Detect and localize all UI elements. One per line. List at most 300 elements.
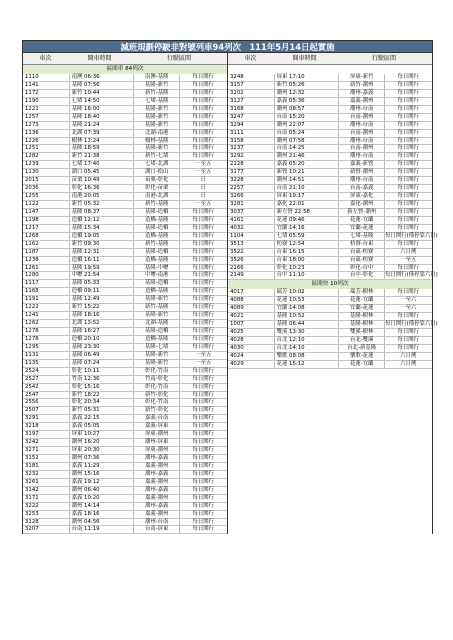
depart-time-cell: 基隆 18:40 xyxy=(70,114,134,121)
right-blank-sub-header xyxy=(228,65,432,74)
train-number-cell: 2556 xyxy=(23,399,70,406)
train-number-cell: 3207 xyxy=(23,526,70,533)
depart-time-cell: 七堵 17:40 xyxy=(70,161,134,168)
section-cell xyxy=(339,217,432,224)
depart-time-cell: 潮州 04:56 xyxy=(70,519,134,526)
depart-time-cell: 基隆 21:24 xyxy=(70,122,134,129)
route-text: 台南-嘉義 xyxy=(339,185,385,192)
operation-text: 每日開行 xyxy=(192,74,215,80)
route-text: 基隆-新竹 xyxy=(134,82,180,89)
table-row xyxy=(23,495,227,503)
section-cell xyxy=(134,280,227,287)
train-number-cell: 3171 xyxy=(23,495,70,502)
train-number-cell: 3232 xyxy=(23,471,70,478)
train-number-cell: 1262 xyxy=(23,320,70,327)
train-number-cell: 2542 xyxy=(23,384,70,391)
table-row xyxy=(228,98,432,106)
depart-time-cell: 屏東 19:17 xyxy=(275,193,339,200)
operation-text: 每日開行 xyxy=(192,423,215,430)
depart-time-cell: 潮州 16:20 xyxy=(70,439,134,446)
depart-time-cell: 新營 10:21 xyxy=(275,169,339,176)
route-text: 新竹-基隆 xyxy=(134,90,180,97)
depart-time-cell: 新竹 09:30 xyxy=(70,241,134,248)
route-text: 嘉義-台南 xyxy=(134,415,180,422)
train-number-cell: 1130 xyxy=(23,169,70,176)
section-cell xyxy=(339,329,432,336)
route-text: 新竹-彰化 xyxy=(134,392,180,399)
depart-time-cell: 台南 21:10 xyxy=(275,185,339,192)
table-row xyxy=(23,360,227,368)
operation-text: 每日開行 xyxy=(192,208,215,215)
route-text: 潮州-嘉義 xyxy=(134,455,180,462)
operation-text: 每日開行 xyxy=(192,462,215,469)
section-cell xyxy=(339,249,432,256)
table-row xyxy=(23,90,227,98)
train-number-cell: 3242 xyxy=(23,439,70,446)
operation-text: 每日開行 xyxy=(397,337,420,343)
table-row xyxy=(228,82,432,90)
table-row xyxy=(228,225,432,233)
table-row xyxy=(228,361,432,369)
train-number-cell: 1222 xyxy=(23,304,70,311)
section-cell xyxy=(134,106,227,113)
route-text: 彰化-竹南 xyxy=(134,368,180,375)
train-number-cell: 1190 xyxy=(23,98,70,105)
depart-time-cell: 南港 20:05 xyxy=(70,193,134,200)
depart-time-cell: 潮州 21:46 xyxy=(275,153,339,160)
depart-time-cell: 基隆 10:52 xyxy=(275,313,339,320)
depart-time-cell: 台南 15:20 xyxy=(275,114,339,121)
route-text: 宜蘭-花蓮 xyxy=(339,305,385,312)
operation-text: 一至六 xyxy=(400,305,417,312)
table-row xyxy=(228,122,432,130)
train-number-cell: 3513 xyxy=(228,241,275,248)
route-text: 基隆-造橋 xyxy=(134,328,180,335)
left-sub-header: 區間車 84列次 xyxy=(23,65,227,74)
depart-time-cell: 新左營 22:58 xyxy=(275,209,339,216)
depart-time-cell: 基隆 18:59 xyxy=(70,145,134,152)
train-number-cell: 3247 xyxy=(228,114,275,121)
depart-time-cell: 基隆 08:37 xyxy=(70,209,134,216)
route-text: 潮州-台南 xyxy=(339,138,385,145)
operation-text: 每日開行 xyxy=(192,391,215,398)
depart-time-cell: 基隆 05:33 xyxy=(70,280,134,287)
section-cell xyxy=(339,313,432,320)
train-number-cell: 1135 xyxy=(23,360,70,367)
train-number-cell: 3281 xyxy=(228,201,275,208)
table-row xyxy=(23,114,227,122)
section-cell xyxy=(339,74,432,81)
train-number-cell: 4030 xyxy=(228,345,275,352)
train-number-cell: 3197 xyxy=(23,431,70,438)
operation-text: 每日開行 xyxy=(192,240,215,247)
depart-time-cell: 台北 14:10 xyxy=(275,345,339,352)
train-number-cell: 1168 xyxy=(23,288,70,295)
depart-time-cell: 台北 12:10 xyxy=(275,337,339,344)
table-row xyxy=(23,201,227,209)
route-text: 基隆-七堵 xyxy=(134,344,180,351)
train-number-cell: 4088 xyxy=(228,297,275,304)
operation-text: 每日開行 xyxy=(192,415,215,422)
operation-text: 每日開行 xyxy=(397,240,420,247)
route-text: 基隆-造橋 xyxy=(134,209,180,216)
depart-time-cell: 潮州 14:51 xyxy=(275,177,339,184)
section-cell xyxy=(134,415,227,422)
depart-time-cell: 潮州 06:40 xyxy=(70,487,134,494)
train-number-cell: 3261 xyxy=(23,479,70,486)
depart-time-cell: 彰化 10:11 xyxy=(70,368,134,375)
train-number-cell: 3237 xyxy=(228,145,275,152)
table-row xyxy=(23,328,227,336)
operation-text: 每日開行 xyxy=(192,526,215,533)
train-number-cell: 3266 xyxy=(228,193,275,200)
table-row xyxy=(23,193,227,201)
operation-text: 每日開行 xyxy=(397,201,420,207)
route-text: 屏東-潮州 xyxy=(134,447,180,454)
route-text: 新竹-基隆 xyxy=(134,201,180,208)
table-row xyxy=(23,368,227,376)
train-number-cell: 1261 xyxy=(23,265,70,272)
route-text: 基隆-造橋 xyxy=(134,280,180,287)
table-row xyxy=(23,296,227,304)
operation-text: 每日開行 xyxy=(192,216,215,223)
route-text: 南港-北湖 xyxy=(134,193,180,200)
operation-text: 每日開行 xyxy=(397,169,420,176)
train-number-cell: 2524 xyxy=(23,368,70,375)
table-row xyxy=(23,169,227,177)
train-number-cell: 3128 xyxy=(23,519,70,526)
operation-text: 每日開行 xyxy=(192,518,215,525)
table-row xyxy=(23,423,227,431)
table-row xyxy=(228,130,432,138)
depart-time-cell: 潮州 14:14 xyxy=(70,503,134,510)
section-cell xyxy=(134,503,227,510)
operation-text: 每日開行 xyxy=(192,129,215,136)
depart-time-cell: 台中 11:10 xyxy=(275,272,339,279)
section-cell xyxy=(134,265,227,272)
table-row xyxy=(228,313,432,321)
table-row xyxy=(228,345,432,353)
route-text: 台東-枋寮 xyxy=(339,257,385,264)
section-cell xyxy=(134,519,227,526)
depart-time-cell: 基隆 07:24 xyxy=(70,360,134,367)
depart-time-cell: 造橋 09:11 xyxy=(70,288,134,295)
train-number-cell: 3522 xyxy=(228,249,275,256)
route-text: 潮州-台南 xyxy=(339,122,385,129)
depart-time-cell: 宜蘭 14:08 xyxy=(275,305,339,312)
train-number-cell: 3218 xyxy=(23,423,70,430)
operation-text: 每日開行 xyxy=(192,455,215,461)
section-cell xyxy=(134,352,227,359)
table-row xyxy=(23,431,227,439)
table-row xyxy=(228,201,432,209)
depart-time-cell: 基隆 23:30 xyxy=(70,344,134,351)
section-cell xyxy=(134,296,227,303)
depart-time-cell: 新竹 18:22 xyxy=(70,392,134,399)
depart-time-cell: 台南 05:24 xyxy=(275,130,339,137)
train-number-cell: 1238 xyxy=(23,257,70,264)
section-cell xyxy=(134,130,227,137)
operation-text: 每日開行 xyxy=(397,289,420,296)
route-text: 基隆-新竹 xyxy=(134,296,180,303)
section-cell xyxy=(134,74,227,81)
train-number-cell: 4089 xyxy=(228,305,275,312)
train-number-cell: 4029 xyxy=(228,361,275,368)
operation-text: 每日開行 xyxy=(192,248,215,255)
section-cell xyxy=(134,225,227,232)
table-row xyxy=(23,352,227,360)
operation-text: 六日例 xyxy=(400,360,417,367)
route-text: 新營-潮州 xyxy=(339,169,385,176)
section-cell xyxy=(339,130,432,137)
section-cell xyxy=(134,169,227,176)
section-cell xyxy=(134,90,227,97)
depart-time-cell: 屏東 20:30 xyxy=(70,447,134,454)
section-cell xyxy=(339,265,432,272)
route-text: 潮州-屏東 xyxy=(134,439,180,446)
table-row xyxy=(228,257,432,265)
table-row xyxy=(23,471,227,479)
operation-text: 每日開行 xyxy=(397,344,420,351)
depart-time-cell: 潮州 15:16 xyxy=(70,471,134,478)
depart-time-cell: 花蓮 15:12 xyxy=(275,361,339,368)
depart-time-cell: 基隆 16:27 xyxy=(70,328,134,335)
train-number-cell: 3111 xyxy=(228,130,275,137)
operation-text: 每日開行 xyxy=(397,145,420,152)
table-row xyxy=(23,74,227,82)
section-cell xyxy=(134,304,227,311)
section-cell xyxy=(134,217,227,224)
section-cell xyxy=(134,201,227,208)
train-number-cell: 2128 xyxy=(228,161,275,168)
operation-text: 每日開行 xyxy=(192,486,215,493)
route-text: 花蓮-宜蘭 xyxy=(339,361,385,368)
operation-text: 每日開行 xyxy=(397,329,420,336)
depart-time-cell: 屏東 17:10 xyxy=(275,74,339,81)
table-row xyxy=(23,376,227,384)
section-cell xyxy=(134,233,227,240)
operation-text: 每日開行 xyxy=(397,89,420,96)
operation-text: 日 xyxy=(200,193,206,200)
section-cell xyxy=(339,201,432,208)
train-number-cell: 1255 xyxy=(23,193,70,200)
depart-time-cell: 嘉義 18:16 xyxy=(70,511,134,518)
route-text: 花蓮-宜蘭 xyxy=(339,217,385,224)
train-number-cell: 4021 xyxy=(228,313,275,320)
train-number-cell: 2036 xyxy=(23,185,70,192)
section-cell xyxy=(134,407,227,414)
operation-text: 每日開行 xyxy=(397,208,420,215)
table-row xyxy=(23,479,227,487)
train-number-cell: 3157 xyxy=(228,82,275,89)
route-text: 苗栗-彰化 xyxy=(134,177,180,184)
table-row xyxy=(228,329,432,337)
train-number-cell: 3127 xyxy=(228,98,275,105)
table-row xyxy=(228,90,432,98)
train-number-cell: 4025 xyxy=(228,329,275,336)
section-cell xyxy=(134,526,227,533)
operation-text: 每日開行 xyxy=(192,89,215,96)
right-sub-header: 區間快 10列次 xyxy=(228,280,432,289)
train-number-cell: 2149 xyxy=(228,272,275,279)
route-text: 基隆-中壢 xyxy=(134,265,180,272)
operation-text: 每日開行 xyxy=(397,97,420,104)
operation-text: 每日開行 xyxy=(192,81,215,88)
operation-text: 每日開行 xyxy=(397,313,420,320)
section-cell xyxy=(339,241,432,248)
right-table-body xyxy=(228,74,438,369)
table-row xyxy=(23,233,227,241)
depart-time-cell: 基隆 06:44 xyxy=(275,321,339,328)
route-text: 基隆-新竹 xyxy=(134,145,180,152)
left-header-row xyxy=(23,53,227,65)
operation-text: 每日開行 xyxy=(192,502,215,509)
operation-text: 每日開行 xyxy=(192,256,215,263)
operation-text: 每日開行 xyxy=(192,272,215,279)
operation-text: 每日開行 xyxy=(397,264,420,271)
left-table xyxy=(22,53,228,534)
depart-time-cell: 嘉義 22:15 xyxy=(70,415,134,422)
train-number-cell: 3228 xyxy=(228,177,275,184)
depart-time-cell: 彰化 10:23 xyxy=(275,265,339,272)
route-text: 雙溪-樹林 xyxy=(339,329,385,336)
train-number-cell: 1257 xyxy=(23,114,70,121)
train-number-cell: 1187 xyxy=(23,249,70,256)
table-row xyxy=(228,337,432,345)
operation-text: 每日開行 xyxy=(192,510,215,517)
train-number-cell: 3253 xyxy=(23,511,70,518)
route-text: 潮州-台南 xyxy=(339,177,385,184)
section-cell xyxy=(134,193,227,200)
section-cell xyxy=(339,209,432,216)
section-cell xyxy=(134,447,227,454)
operation-text: 每日開行 xyxy=(192,399,215,406)
section-cell xyxy=(134,209,227,216)
table-row xyxy=(228,193,432,201)
depart-time-cell: 造橋 19:05 xyxy=(70,233,134,240)
depart-time-cell: 屏東 10:27 xyxy=(70,431,134,438)
route-text: 台南-潮州 xyxy=(339,130,385,137)
table-row xyxy=(228,321,438,329)
schedule-sheet xyxy=(22,40,438,534)
depart-time-cell: 七堵 14:50 xyxy=(70,98,134,105)
table-row xyxy=(23,336,227,344)
route-text: 基隆-新竹 xyxy=(134,360,180,367)
route-text: 嘉義-潮州 xyxy=(134,463,180,470)
route-text: 新左營-潮州 xyxy=(339,209,385,216)
train-number-cell: 1191 xyxy=(23,296,70,303)
section-cell xyxy=(134,257,227,264)
operation-text: 每日開行 xyxy=(192,335,215,342)
operation-text: 每日開行(僅停靠六日) xyxy=(385,232,438,239)
table-row xyxy=(23,526,227,534)
operation-text: 每日開行 xyxy=(192,145,215,152)
section-cell xyxy=(134,161,227,168)
table-row xyxy=(23,106,227,114)
table-row xyxy=(23,384,227,392)
route-text: 潮州-嘉義 xyxy=(134,487,180,494)
section-cell xyxy=(134,328,227,335)
route-text: 嘉義-新營 xyxy=(339,161,385,168)
section-cell xyxy=(134,241,227,248)
route-text: 花蓮-宜蘭 xyxy=(339,297,385,304)
table-row xyxy=(23,82,227,90)
table-row xyxy=(23,511,227,519)
train-number-cell: 3222 xyxy=(23,503,70,510)
section-cell xyxy=(134,455,227,462)
route-text: 七堵-北湖 xyxy=(134,161,180,168)
operation-text: 每日開行 xyxy=(192,105,215,112)
operation-text: 每日開行 xyxy=(192,478,215,485)
operation-text: 每日開行 xyxy=(192,343,215,350)
operation-text: 每日開行 xyxy=(192,367,215,374)
section-cell xyxy=(339,193,432,200)
right-table xyxy=(228,53,438,534)
section-cell xyxy=(339,138,432,145)
section-cell xyxy=(339,257,432,264)
route-text: 潮州-嘉義 xyxy=(134,503,180,510)
table-row xyxy=(23,257,227,265)
route-text: 基隆-造橋 xyxy=(134,249,180,256)
train-number-cell: 3152 xyxy=(23,455,70,462)
depart-time-cell: 湖口 05:45 xyxy=(70,169,134,176)
depart-time-cell: 竹南 12:36 xyxy=(70,376,134,383)
train-number-cell: 2257 xyxy=(228,185,275,192)
depart-time-cell: 枋寮 12:54 xyxy=(275,241,339,248)
left-table-body xyxy=(23,74,227,534)
table-row xyxy=(23,185,227,193)
operation-text: 每日開行 xyxy=(192,470,215,477)
section-cell xyxy=(339,185,432,192)
operation-text: 每日開行 xyxy=(397,224,420,231)
depart-time-cell: 新竹 10:44 xyxy=(70,90,134,97)
operation-text: 每日開行 xyxy=(397,74,420,80)
route-text: 台北-新基隆 xyxy=(339,345,385,352)
col-depart-time: 開車時間 xyxy=(87,55,112,62)
depart-time-cell: 新竹 05:26 xyxy=(275,82,339,89)
train-number-cell: 1278 xyxy=(23,328,70,335)
train-number-cell: 3158 xyxy=(228,138,275,145)
operation-text: 每日開行 xyxy=(192,375,215,382)
train-number-cell: 1221 xyxy=(23,106,70,113)
operation-text: 每日開行 xyxy=(192,296,215,303)
table-row xyxy=(23,177,227,185)
route-text: 瑞芳-樹林 xyxy=(339,289,385,296)
route-text: 基隆-新竹 xyxy=(134,312,180,319)
operation-text: 每日開行(僅停靠六日) xyxy=(385,272,438,279)
col-section: 行駛區間 xyxy=(372,55,397,62)
section-cell xyxy=(339,177,432,184)
section-cell xyxy=(339,225,432,232)
section-cell xyxy=(134,82,227,89)
route-text: 嘉義-潮州 xyxy=(134,479,180,486)
route-text: 台南-屏東 xyxy=(134,526,180,533)
route-text: 彰化-台中 xyxy=(339,265,385,272)
section-cell xyxy=(134,114,227,121)
section-cell xyxy=(134,479,227,486)
train-number-cell: 2507 xyxy=(23,407,70,414)
operation-text: 每日開行 xyxy=(192,121,215,128)
train-number-cell: 1295 xyxy=(23,344,70,351)
table-row xyxy=(23,122,227,130)
depart-time-cell: 新竹 21:38 xyxy=(70,153,134,160)
route-text: 基隆-新竹 xyxy=(134,352,180,359)
train-number-cell: 1104 xyxy=(228,233,275,240)
section-cell xyxy=(339,82,432,89)
section-cell xyxy=(339,361,432,368)
table-row xyxy=(23,447,227,455)
route-text: 嘉義-潮州 xyxy=(134,511,180,518)
